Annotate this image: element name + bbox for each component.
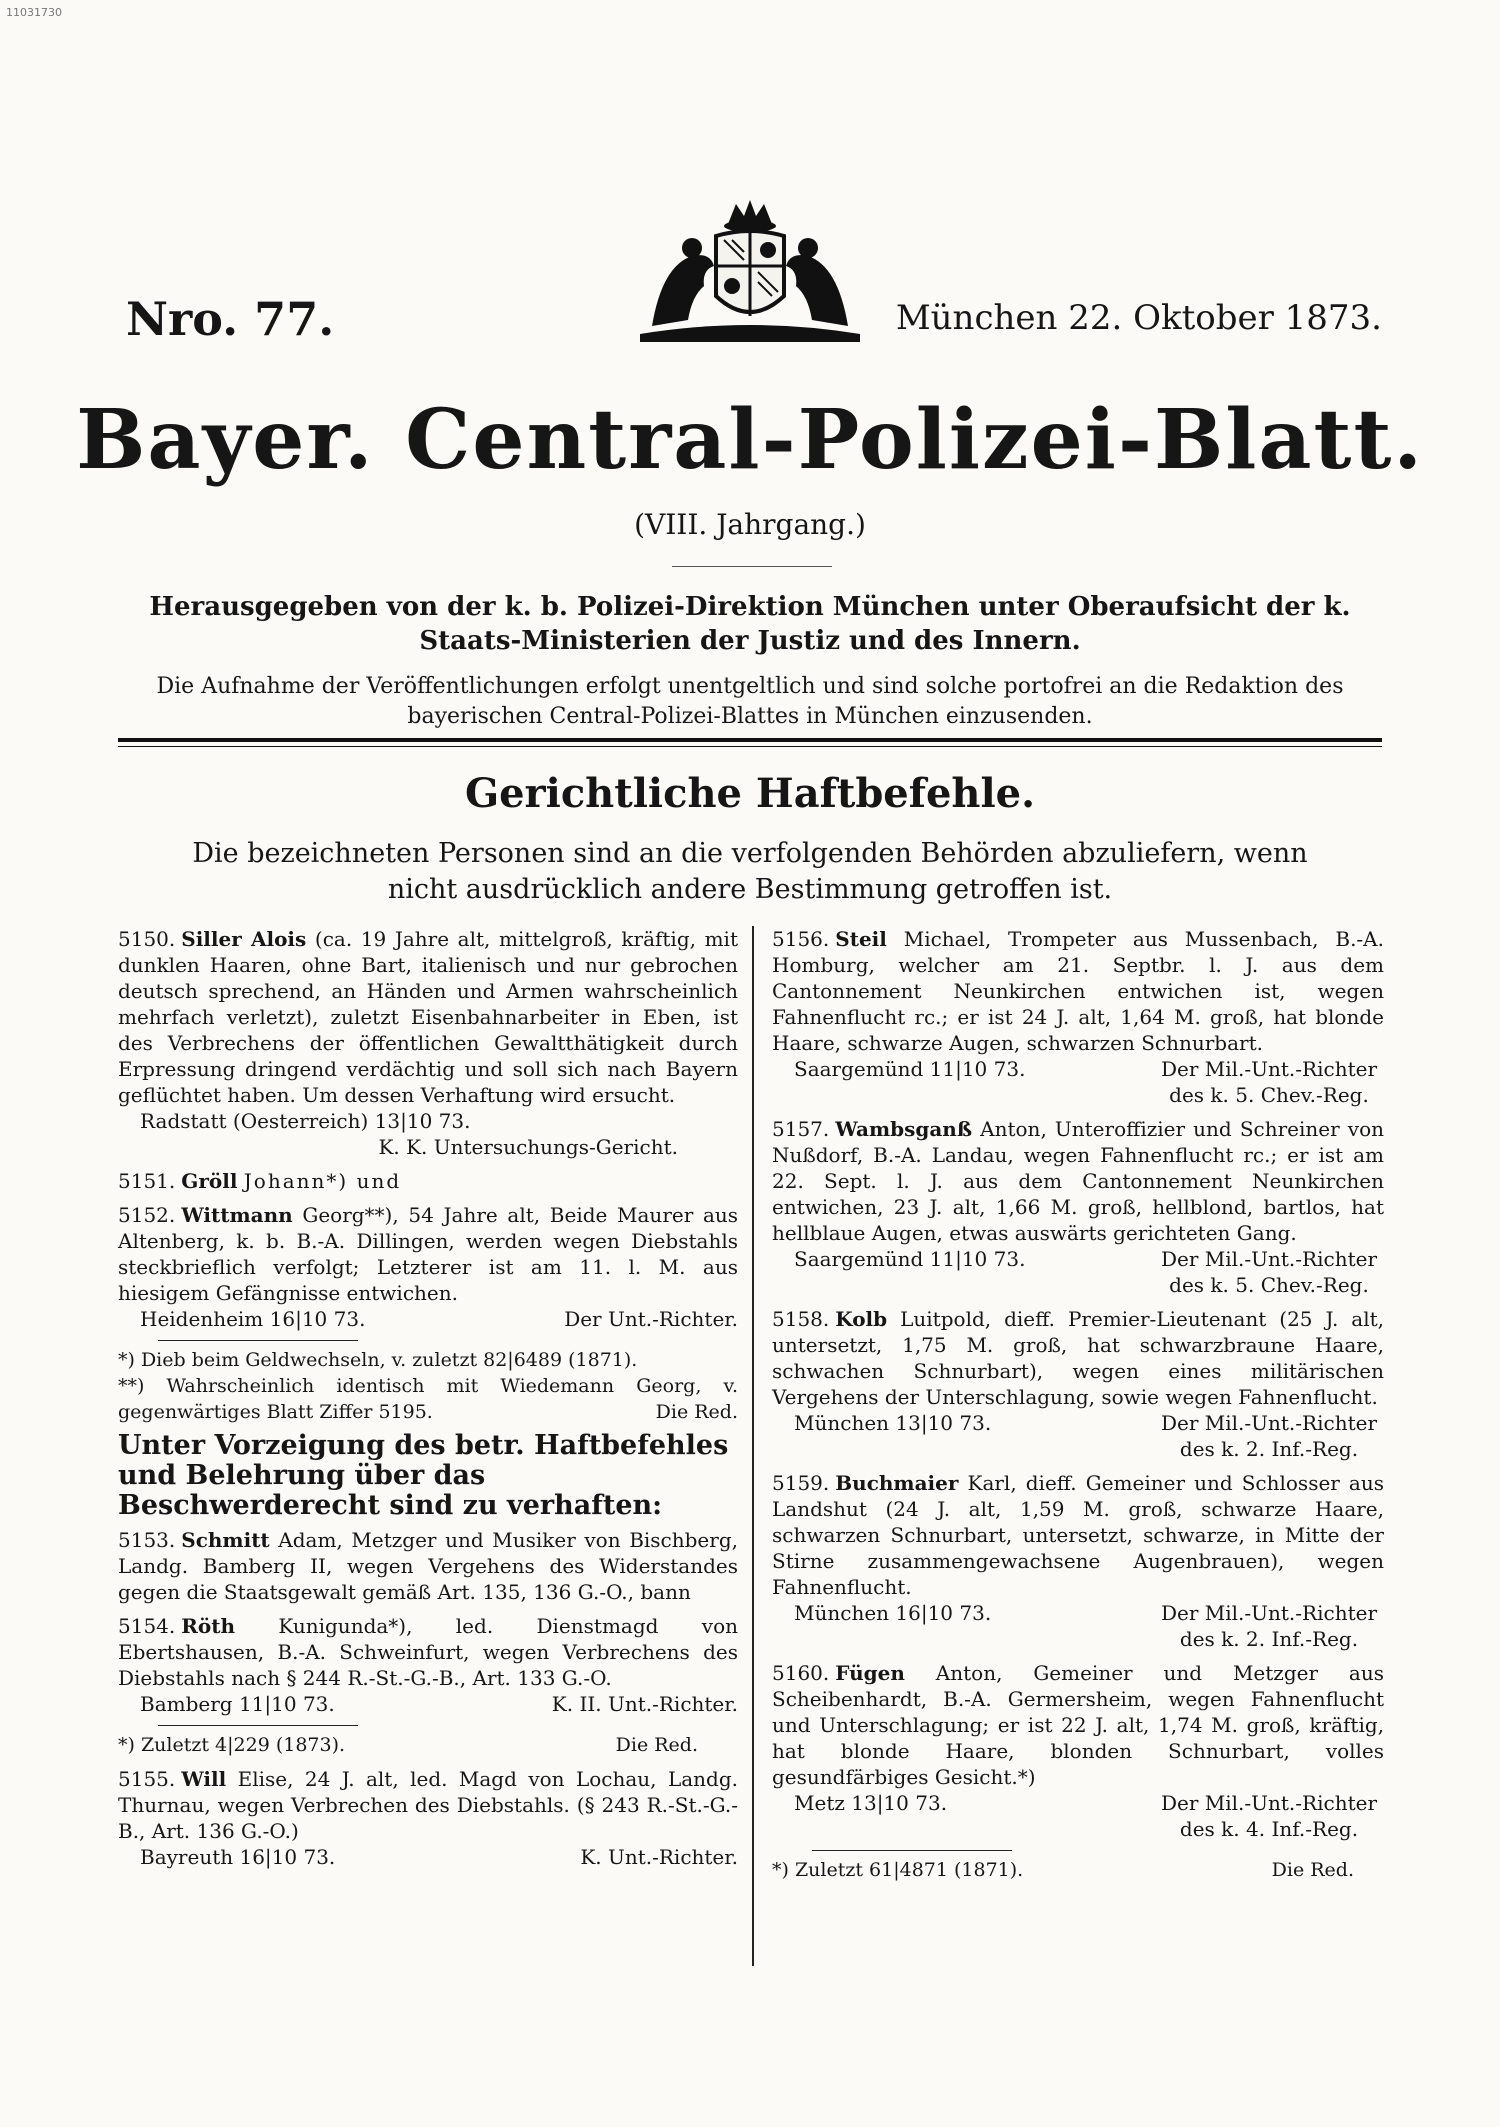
publisher-line: Herausgegeben von der k. b. Polizei-Direktion München unter Oberaufsicht der k. Staats-Ministerien der Justiz und des Innern. [149,592,1351,656]
entry-number: 5153. [118,1528,176,1552]
warrant-entry [118,1766,738,1870]
entry-text: Georg**), 54 Jahre alt, Beide Maurer aus Altenberg, k. b. B.-A. Dillingen, werden wegen Diebstahls steckbrieflich verfolgt; Letzterer ist am 11. l. M. aus hiesigem Gefängnisse entwichen. [118,1203,739,1305]
issue-number: Nro. 77. [126,292,335,346]
warrant-entry [118,1202,738,1332]
warrant-entry [772,1470,1384,1652]
entry-authority: K. Unt.-Richter. [580,1845,738,1869]
submission-notice: Die Aufnahme der Veröffentlichungen erfolgt unentgeltlich und sind solche portofrei an die Redaktion des bayerischen Central-Polizei-Blattes in München einzusenden. [156,674,1344,729]
entry-name: Buchmaier [835,1471,959,1495]
entry-text: Luitpold, dieff. Premier-Lieutenant (25 J. alt, untersetzt, 1,75 M. groß, hat schwarzbraune Haare, schwachen Schnurbart), wegen eines militärischen Vergehens der Unterschlagung, sowie wegen Fahnenflucht. [772,1307,1385,1409]
left-column [118,926,738,1878]
entry-name: Wittmann [181,1203,293,1227]
entry-authority: Der Mil.-Unt.-Richter des k. 5. Chev.-Reg. [1160,1247,1378,1297]
header-rule-thick [118,738,1382,742]
entry-name: Kolb [835,1307,888,1331]
entry-text: Karl, dieff. Gemeiner und Schlosser aus Landshut (24 J. alt, 1,59 M. groß, schwarze Haare, schwarzen Schnurbart, untersetzt, schwarze, in Mitte der Stirne zusammengewachsene Augenbrauen), wegen Fahnenflucht. [772,1471,1385,1599]
entry-authority: Der Mil.-Unt.-Richter des k. 4. Inf.-Reg. [1160,1791,1378,1841]
entry-name: Fügen [835,1661,905,1685]
entry-authority: K. II. Unt.-Richter. [551,1692,738,1716]
entry-authority: Der Unt.-Richter. [564,1307,738,1331]
entry-name: Wambsganß [835,1117,973,1141]
header-rule-thin [118,746,1382,747]
entry-authority: K. K. Untersuchungs-Gericht. [378,1135,678,1159]
entry-place: München 13|10 73. [794,1411,992,1435]
entry-number: 5154. [118,1614,176,1638]
footnote-text: *) Zuletzt 61|4871 (1871). [772,1859,1024,1881]
entry-number: 5156. [772,927,830,951]
entry-number: 5150. [118,927,176,951]
entry-text: Anton, Gemeiner und Metzger aus Scheibenhardt, B.-A. Germersheim, wegen Fahnenflucht und Unterschlagung; er ist 22 J. alt, 1,74 M. groß, kräftig, hat blonde Haare, blonden Schnurbart, volles gesundfärbiges Gesicht.*) [772,1661,1384,1789]
entry-text: Anton, Unteroffizier und Schreiner von Nußdorf, B.-A. Landau, wegen Fahnenflucht rc.; er ist am 22. Sept. l. J. aus dem Cantonnement Neunkirchen entwichen, 23 J. alt, 1,66 M. groß, hellblond, bartlos, hat hellblaue Augen, etwas auswärts gerichteten Gang. [772,1117,1384,1245]
warrant-entry [118,1168,738,1194]
entry-name: Steil [835,927,887,951]
entry-name: Gröll [181,1169,238,1193]
right-column [772,926,1384,1883]
entry-text: (ca. 19 Jahre alt, mittelgroß, kräftig, mit dunklen Haaren, ohne Bart, italienisch und nur gebrochen deutsch sprechend, an Händen und Armen wahrscheinlich mehrfach verletzt), zuletzt Eisenbahnarbeiter in Eben, ist des Verbrechens der öffentlichen Gewaltthätigkeit durch Erpressung dringend verdächtig und soll sich nach Bayern geflüchtet haben. Um dessen Verhaftung wird ersucht. [118,927,738,1107]
entry-name: Schmitt [181,1528,270,1552]
footnote-signature: Die Red. [615,1734,698,1756]
footnote: *) Dieb beim Geldwechseln, v. zuletzt 82|6489 (1871). [118,1349,638,1371]
entry-number: 5152. [118,1203,176,1227]
footnote [118,1732,738,1758]
footnote [118,1373,738,1425]
warrant-entry [118,926,738,1160]
entry-authority: Der Mil.-Unt.-Richter des k. 2. Inf.-Reg. [1160,1411,1378,1461]
footnote-rule [812,1850,1012,1851]
section-title: Gerichtliche Haftbefehle. [464,770,1036,817]
entry-place: Saargemünd 11|10 73. [794,1247,1026,1271]
footnote-text: **) Wahrscheinlich identisch mit Wiedemann Georg, v. gegenwärtiges Blatt Ziffer 5195. [118,1375,738,1423]
entry-name: Siller Alois [181,927,307,951]
entry-place: Bamberg 11|10 73. [140,1692,335,1716]
footnote-text: *) Zuletzt 4|229 (1873). [118,1734,346,1756]
section-description: Die bezeichneten Personen sind an die verfolgenden Behörden abzuliefern, wenn nicht ausdrücklich andere Bestimmung getroffen ist. [192,838,1308,905]
volume-label: (VIII. Jahrgang.) [634,508,866,541]
entry-place: Saargemünd 11|10 73. [794,1057,1026,1081]
entry-text: Elise, 24 J. alt, led. Magd von Lochau, Landg. Thurnau, wegen Verbrechen des Diebstahls. (§ 243 R.-St.-G.-B., Art. 136 G.-O.) [118,1767,738,1843]
entry-number: 5158. [772,1307,830,1331]
issue-date: München 22. Oktober 1873. [895,298,1382,338]
small-divider [672,566,832,567]
entry-place: Metz 13|10 73. [794,1791,948,1815]
entry-authority: Der Mil.-Unt.-Richter des k. 5. Chev.-Reg. [1160,1057,1378,1107]
entry-name: Will [181,1767,227,1791]
entry-text: Kunigunda*), led. Dienstmagd von Ebertshausen, B.-A. Schweinfurt, wegen Verbrechens des Diebstahls nach § 244 R.-St.-G.-B., Art. 133 G.-O. [118,1614,738,1690]
footnote-signature: Die Red. [1271,1859,1354,1881]
arrest-instruction-heading: Unter Vorzeigung des betr. Haftbefehles und Belehrung über das Beschwerderecht sind zu verhaften: [118,1430,729,1521]
warrant-entry [118,1527,738,1605]
entry-place: Heidenheim 16|10 73. [140,1307,366,1331]
entry-text: Michael, Trompeter aus Mussenbach, B.-A. Homburg, welcher am 21. Septbr. l. J. aus dem Cantonnement Neunkirchen entwichen ist, wegen Fahnenflucht rc.; er ist 24 J. alt, 1,64 M. groß, hat blonde Haare, schwarze Augen, schwarzen Schnurbart. [772,927,1384,1055]
masthead-title: Bayer. Central-Polizei-Blatt. [76,392,1424,488]
entry-text: Adam, Metzger und Musiker von Bischberg, Landg. Bamberg II, wegen Vergehens des Widerstandes gegen die Staatsgewalt gemäß Art. 135, 136 G.-O., bann [118,1528,738,1604]
entry-number: 5159. [772,1471,830,1495]
entry-name: Röth [181,1614,236,1638]
footnote [772,1857,1384,1883]
warrant-entry [772,1306,1384,1462]
entry-place: Bayreuth 16|10 73. [140,1845,336,1869]
entry-number: 5160. [772,1661,830,1685]
entry-place: Radstatt (Oesterreich) 13|10 73. [140,1109,471,1133]
entry-authority: Der Mil.-Unt.-Richter des k. 2. Inf.-Reg. [1160,1601,1378,1651]
warrant-entry [772,1660,1384,1842]
warrant-entry [772,926,1384,1108]
footnote-signature: Die Red. [655,1401,738,1423]
page-id: 11031730 [6,6,62,19]
footnote-rule [158,1725,358,1726]
warrant-entry [772,1116,1384,1298]
column-divider [752,926,754,1966]
entry-number: 5151. [118,1169,176,1193]
warrant-entry [118,1613,738,1717]
footnote-rule [158,1340,358,1341]
entry-number: 5155. [118,1767,176,1791]
entry-place: München 16|10 73. [794,1601,992,1625]
entry-text: Johann*) und [243,1169,402,1193]
entry-number: 5157. [772,1117,830,1141]
bavarian-coat-of-arms-icon [632,196,868,346]
